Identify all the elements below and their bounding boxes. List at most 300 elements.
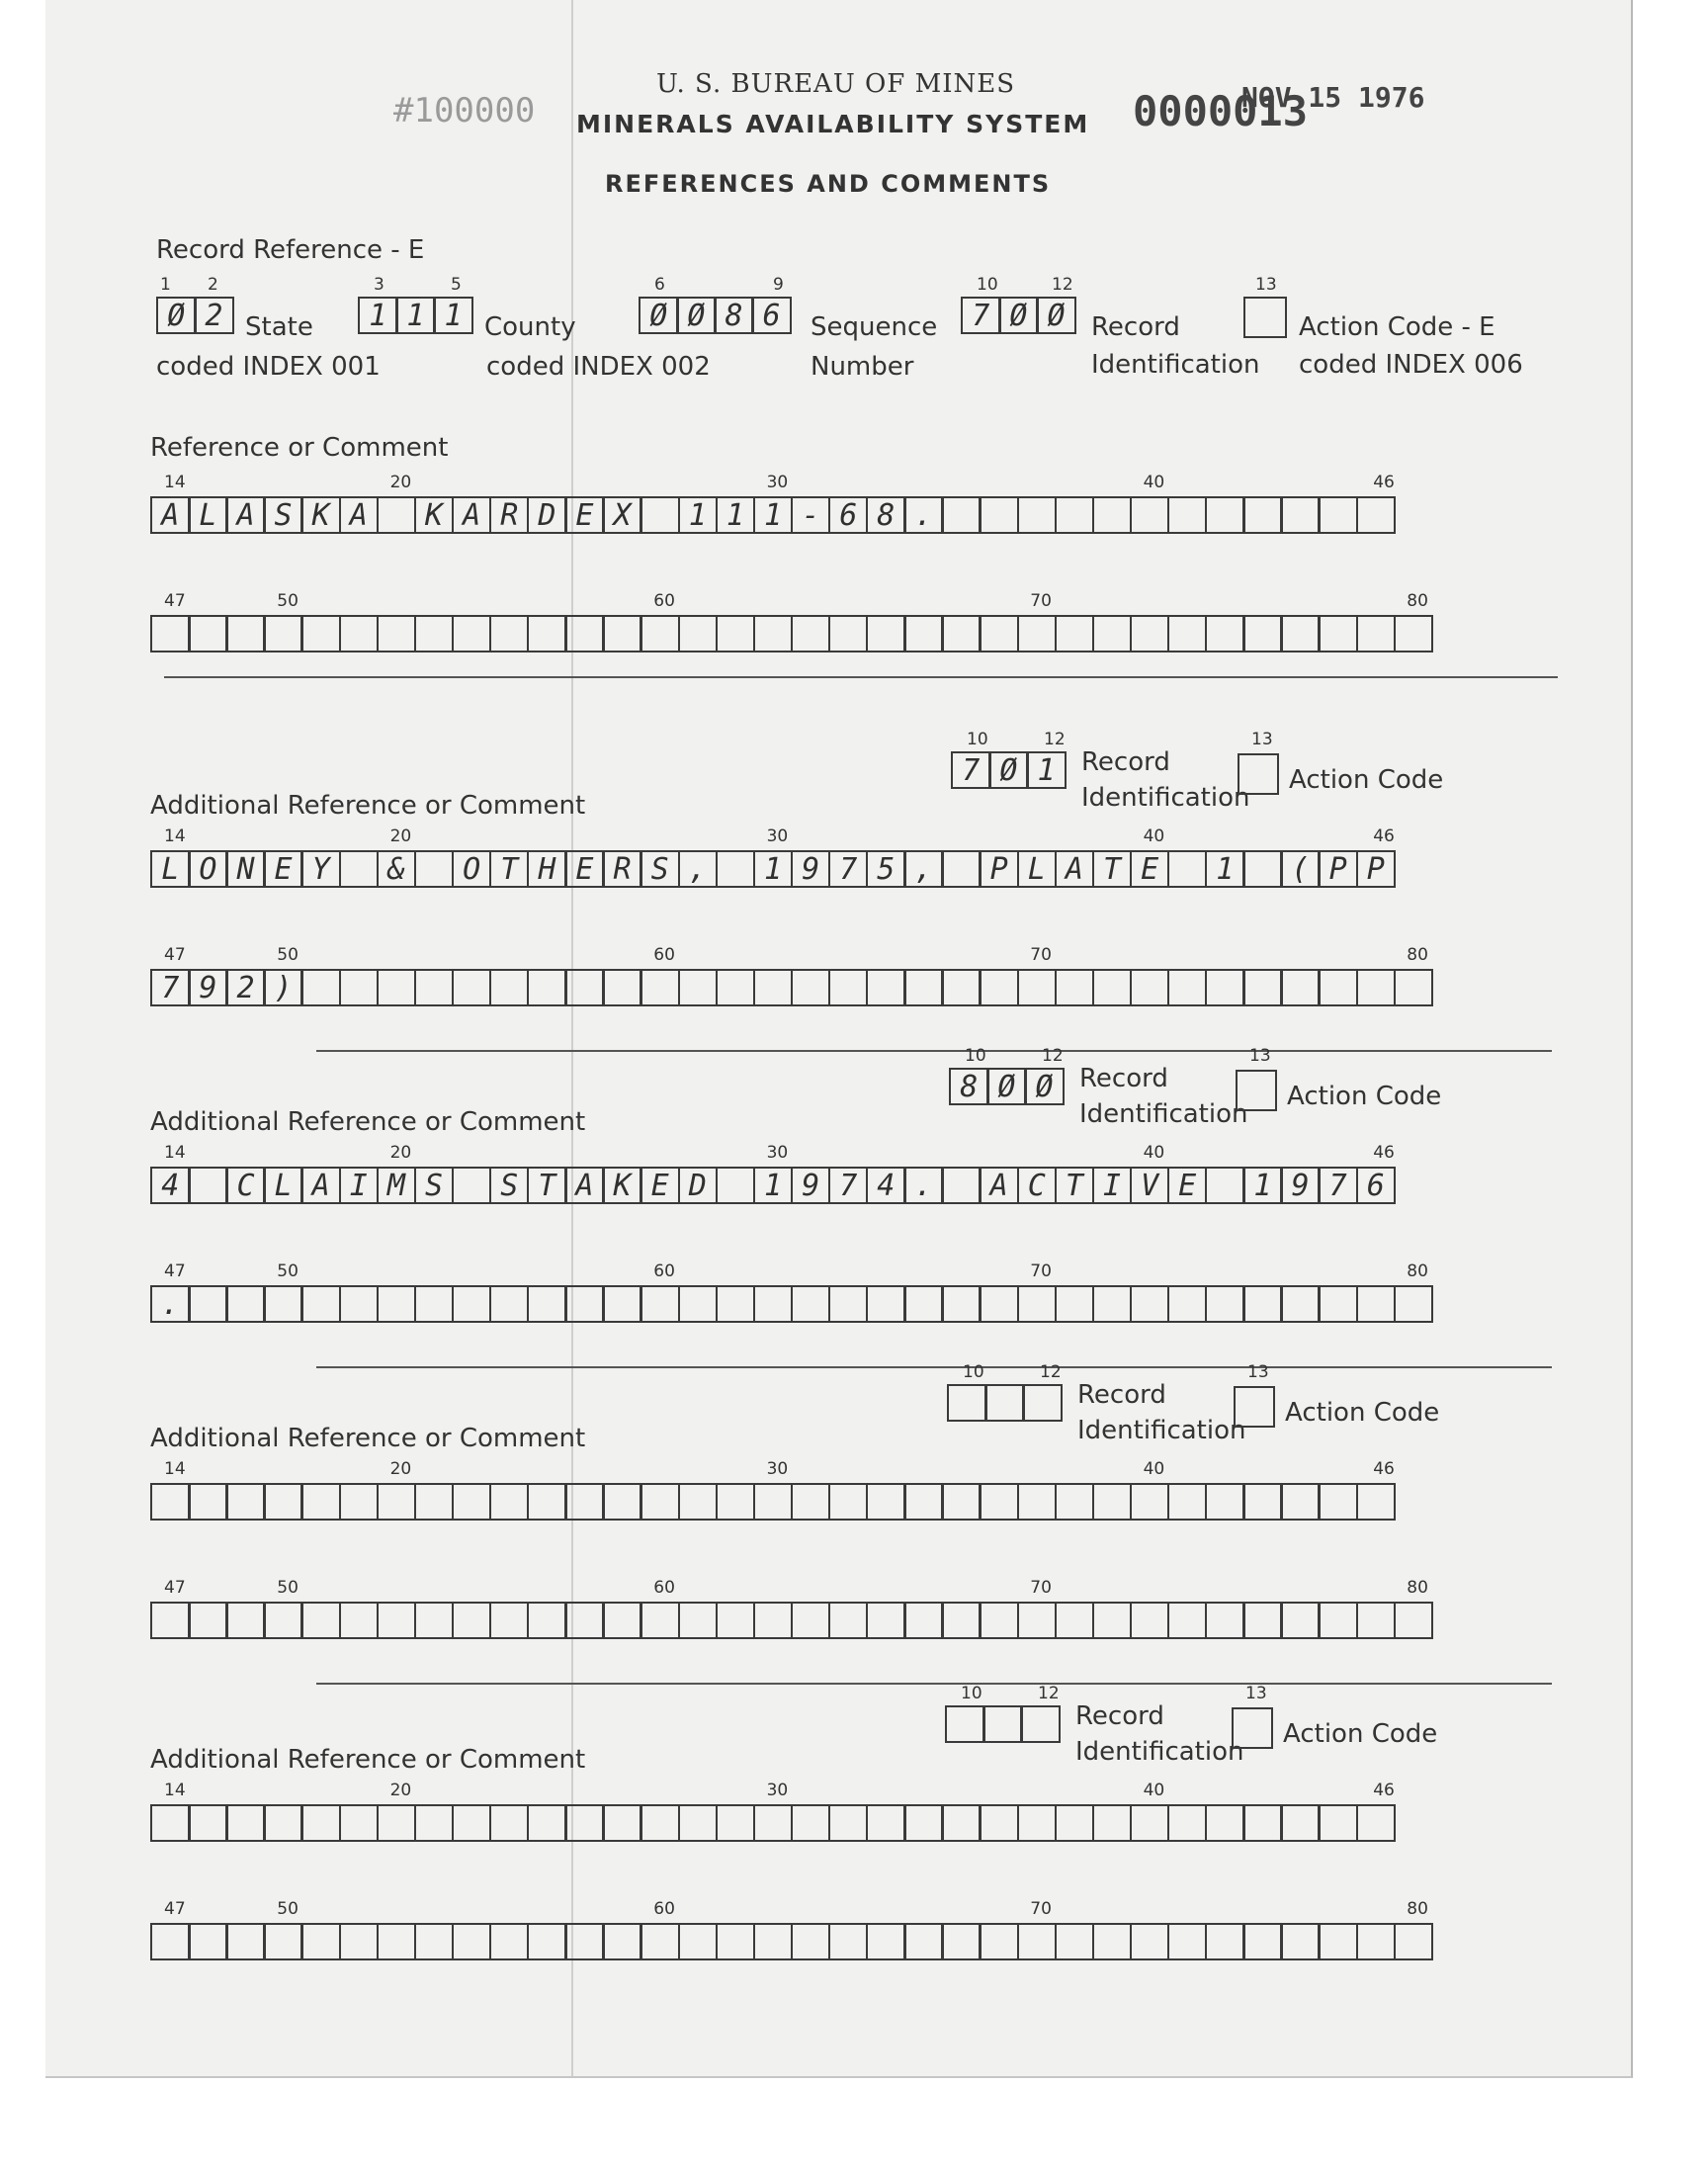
char-box[interactable] [866, 1804, 906, 1842]
char-box[interactable] [225, 1602, 266, 1639]
char-box[interactable] [866, 1923, 906, 1960]
action-code-box[interactable] [1243, 297, 1287, 338]
char-box[interactable] [1394, 969, 1434, 1006]
char-box[interactable] [866, 1602, 906, 1639]
char-box[interactable]: A [225, 496, 266, 534]
char-box[interactable]: A [1055, 850, 1095, 888]
char-box[interactable] [1130, 1602, 1170, 1639]
char-box[interactable] [1022, 1384, 1063, 1422]
action-code-box[interactable] [1236, 1070, 1277, 1111]
char-box[interactable]: Ø [676, 297, 717, 334]
char-box[interactable] [791, 615, 831, 652]
char-box[interactable] [1055, 615, 1095, 652]
char-box[interactable]: Ø [998, 297, 1039, 334]
char-box[interactable] [452, 615, 492, 652]
char-box[interactable] [903, 1923, 944, 1960]
char-box[interactable] [527, 1804, 567, 1842]
char-box[interactable] [1055, 1285, 1095, 1323]
char-box[interactable] [452, 1602, 492, 1639]
char-box[interactable]: R [489, 496, 530, 534]
char-box[interactable]: Ø [156, 297, 197, 334]
char-box[interactable]: L [263, 1167, 303, 1204]
char-box[interactable]: Ø [1036, 297, 1076, 334]
char-box[interactable] [150, 1804, 191, 1842]
char-box[interactable] [1017, 1804, 1058, 1842]
char-box[interactable] [1280, 1804, 1321, 1842]
char-box[interactable] [452, 969, 492, 1006]
char-box[interactable] [1318, 1804, 1358, 1842]
char-box[interactable] [339, 1923, 380, 1960]
char-box[interactable] [489, 615, 530, 652]
char-box[interactable] [263, 1285, 303, 1323]
char-box[interactable] [640, 1483, 680, 1521]
char-box[interactable] [602, 1285, 642, 1323]
char-box[interactable] [1356, 969, 1397, 1006]
char-box[interactable] [1092, 1602, 1133, 1639]
record-id-boxes[interactable] [949, 1068, 1062, 1105]
char-box[interactable] [452, 1483, 492, 1521]
state-boxes[interactable] [156, 297, 231, 334]
char-box[interactable]: . [903, 496, 944, 534]
char-box[interactable] [1205, 1285, 1245, 1323]
char-box[interactable] [1280, 969, 1321, 1006]
char-box[interactable] [1318, 1483, 1358, 1521]
comment-line-1[interactable] [150, 1804, 1394, 1842]
char-box[interactable] [1356, 615, 1397, 652]
comment-line-1[interactable] [150, 496, 1394, 534]
char-box[interactable]: C [1017, 1167, 1058, 1204]
char-box[interactable] [188, 1285, 228, 1323]
char-box[interactable] [640, 1602, 680, 1639]
char-box[interactable] [1356, 1923, 1397, 1960]
char-box[interactable] [1356, 1483, 1397, 1521]
char-box[interactable] [941, 496, 982, 534]
char-box[interactable] [339, 1804, 380, 1842]
char-box[interactable] [1318, 496, 1358, 534]
char-box[interactable] [377, 496, 417, 534]
char-box[interactable] [1242, 1285, 1283, 1323]
char-box[interactable]: K [602, 1167, 642, 1204]
char-box[interactable]: S [414, 1167, 455, 1204]
char-box[interactable] [263, 1483, 303, 1521]
char-box[interactable]: , [678, 850, 719, 888]
char-box[interactable] [414, 1483, 455, 1521]
char-box[interactable] [602, 615, 642, 652]
char-box[interactable]: T [1092, 850, 1133, 888]
char-box[interactable] [339, 850, 380, 888]
char-box[interactable] [1020, 1705, 1061, 1743]
char-box[interactable]: P [1318, 850, 1358, 888]
char-box[interactable] [640, 1804, 680, 1842]
char-box[interactable] [866, 615, 906, 652]
action-code-box[interactable] [1234, 1386, 1275, 1428]
char-box[interactable] [979, 1923, 1019, 1960]
char-box[interactable] [866, 969, 906, 1006]
char-box[interactable]: S [640, 850, 680, 888]
char-box[interactable]: K [300, 496, 341, 534]
char-box[interactable]: O [452, 850, 492, 888]
comment-line-2[interactable] [150, 1285, 1431, 1323]
char-box[interactable] [263, 1602, 303, 1639]
char-box[interactable] [716, 850, 756, 888]
char-box[interactable]: & [377, 850, 417, 888]
char-box[interactable] [1356, 1804, 1397, 1842]
char-box[interactable] [941, 1923, 982, 1960]
char-box[interactable] [716, 615, 756, 652]
char-box[interactable] [300, 1923, 341, 1960]
char-box[interactable] [791, 1285, 831, 1323]
char-box[interactable] [1318, 615, 1358, 652]
char-box[interactable] [753, 969, 794, 1006]
char-box[interactable] [300, 1285, 341, 1323]
char-box[interactable] [377, 1285, 417, 1323]
char-box[interactable] [602, 1602, 642, 1639]
char-box[interactable] [1356, 496, 1397, 534]
char-box[interactable] [716, 1285, 756, 1323]
char-box[interactable]: 7 [951, 751, 991, 789]
comment-line-1[interactable] [150, 850, 1394, 888]
char-box[interactable] [1055, 1483, 1095, 1521]
char-box[interactable] [1205, 969, 1245, 1006]
char-box[interactable] [716, 969, 756, 1006]
char-box[interactable]: A [339, 496, 380, 534]
char-box[interactable]: 7 [961, 297, 1001, 334]
char-box[interactable] [188, 1167, 228, 1204]
char-box[interactable] [452, 1285, 492, 1323]
char-box[interactable] [414, 615, 455, 652]
char-box[interactable] [678, 615, 719, 652]
char-box[interactable] [1205, 1483, 1245, 1521]
char-box[interactable]: 2 [225, 969, 266, 1006]
char-box[interactable] [489, 1923, 530, 1960]
char-box[interactable]: 1 [395, 297, 436, 334]
char-box[interactable] [489, 969, 530, 1006]
char-box[interactable] [1167, 1483, 1208, 1521]
char-box[interactable] [791, 1923, 831, 1960]
char-box[interactable] [1092, 496, 1133, 534]
char-box[interactable]: A [979, 1167, 1019, 1204]
char-box[interactable]: E [1167, 1167, 1208, 1204]
char-box[interactable] [640, 496, 680, 534]
char-box[interactable] [1242, 615, 1283, 652]
char-box[interactable] [527, 1285, 567, 1323]
char-box[interactable]: I [339, 1167, 380, 1204]
char-box[interactable]: Ø [988, 751, 1029, 789]
char-box[interactable]: 4 [150, 1167, 191, 1204]
char-box[interactable] [1205, 1804, 1245, 1842]
char-box[interactable] [716, 1167, 756, 1204]
char-box[interactable]: C [225, 1167, 266, 1204]
action-code-box[interactable] [1232, 1707, 1273, 1749]
char-box[interactable]: 9 [1280, 1167, 1321, 1204]
char-box[interactable] [527, 1923, 567, 1960]
char-box[interactable] [979, 1285, 1019, 1323]
char-box[interactable]: Ø [639, 297, 679, 334]
char-box[interactable] [564, 1285, 605, 1323]
char-box[interactable] [489, 1483, 530, 1521]
char-box[interactable]: 1 [753, 850, 794, 888]
char-box[interactable] [602, 1483, 642, 1521]
char-box[interactable] [414, 850, 455, 888]
char-box[interactable] [791, 1804, 831, 1842]
char-box[interactable] [225, 1483, 266, 1521]
char-box[interactable] [1167, 1804, 1208, 1842]
char-box[interactable] [1205, 1167, 1245, 1204]
char-box[interactable]: 4 [866, 1167, 906, 1204]
char-box[interactable] [452, 1167, 492, 1204]
char-box[interactable] [188, 1602, 228, 1639]
char-box[interactable] [1242, 969, 1283, 1006]
char-box[interactable] [678, 1804, 719, 1842]
char-box[interactable] [1205, 1923, 1245, 1960]
char-box[interactable]: T [489, 850, 530, 888]
char-box[interactable]: N [225, 850, 266, 888]
char-box[interactable] [150, 615, 191, 652]
char-box[interactable] [452, 1804, 492, 1842]
char-box[interactable]: 1 [753, 1167, 794, 1204]
char-box[interactable] [678, 1923, 719, 1960]
char-box[interactable] [941, 850, 982, 888]
char-box[interactable] [1130, 615, 1170, 652]
char-box[interactable] [941, 615, 982, 652]
char-box[interactable] [1017, 496, 1058, 534]
char-box[interactable]: 2 [194, 297, 234, 334]
char-box[interactable]: Ø [986, 1068, 1027, 1105]
char-box[interactable] [1092, 615, 1133, 652]
char-box[interactable]: 1 [1026, 751, 1067, 789]
char-box[interactable]: . [903, 1167, 944, 1204]
char-box[interactable] [753, 615, 794, 652]
char-box[interactable]: T [527, 1167, 567, 1204]
char-box[interactable] [753, 1923, 794, 1960]
char-box[interactable] [377, 1483, 417, 1521]
char-box[interactable] [1394, 1602, 1434, 1639]
char-box[interactable] [753, 1285, 794, 1323]
char-box[interactable] [1167, 1285, 1208, 1323]
char-box[interactable] [828, 969, 869, 1006]
char-box[interactable] [564, 1804, 605, 1842]
char-box[interactable]: Ø [1024, 1068, 1065, 1105]
char-box[interactable]: E [564, 496, 605, 534]
char-box[interactable] [1280, 1285, 1321, 1323]
char-box[interactable]: H [527, 850, 567, 888]
char-box[interactable] [150, 1483, 191, 1521]
char-box[interactable]: 1 [433, 297, 473, 334]
char-box[interactable] [489, 1285, 530, 1323]
char-box[interactable] [1242, 1804, 1283, 1842]
char-box[interactable] [1318, 969, 1358, 1006]
char-box[interactable] [1055, 969, 1095, 1006]
char-box[interactable] [716, 1602, 756, 1639]
char-box[interactable] [640, 1285, 680, 1323]
char-box[interactable]: 8 [949, 1068, 989, 1105]
char-box[interactable] [678, 1285, 719, 1323]
char-box[interactable] [300, 1483, 341, 1521]
char-box[interactable] [947, 1384, 987, 1422]
char-box[interactable] [300, 969, 341, 1006]
char-box[interactable] [1167, 615, 1208, 652]
char-box[interactable] [150, 1923, 191, 1960]
char-box[interactable] [225, 1923, 266, 1960]
char-box[interactable]: 1 [678, 496, 719, 534]
char-box[interactable]: 6 [1356, 1167, 1397, 1204]
char-box[interactable] [1092, 1285, 1133, 1323]
char-box[interactable] [377, 1602, 417, 1639]
char-box[interactable] [1167, 1923, 1208, 1960]
char-box[interactable]: P [1356, 850, 1397, 888]
char-box[interactable] [979, 496, 1019, 534]
char-box[interactable] [1167, 969, 1208, 1006]
char-box[interactable] [150, 1602, 191, 1639]
char-box[interactable] [1280, 1602, 1321, 1639]
char-box[interactable] [1242, 1483, 1283, 1521]
char-box[interactable] [414, 969, 455, 1006]
char-box[interactable] [979, 1483, 1019, 1521]
char-box[interactable]: 9 [791, 1167, 831, 1204]
char-box[interactable] [1017, 1483, 1058, 1521]
char-box[interactable]: 8 [866, 496, 906, 534]
char-box[interactable] [1242, 496, 1283, 534]
char-box[interactable]: A [150, 496, 191, 534]
record-id-boxes[interactable] [961, 297, 1073, 334]
char-box[interactable] [414, 1602, 455, 1639]
char-box[interactable] [640, 615, 680, 652]
char-box[interactable] [753, 1602, 794, 1639]
char-box[interactable]: L [150, 850, 191, 888]
char-box[interactable]: S [263, 496, 303, 534]
char-box[interactable] [866, 1285, 906, 1323]
char-box[interactable] [602, 1804, 642, 1842]
char-box[interactable]: A [564, 1167, 605, 1204]
char-box[interactable]: 7 [1318, 1167, 1358, 1204]
char-box[interactable] [377, 615, 417, 652]
char-box[interactable]: R [602, 850, 642, 888]
char-box[interactable] [452, 1923, 492, 1960]
char-box[interactable] [1130, 1483, 1170, 1521]
char-box[interactable] [225, 1804, 266, 1842]
char-box[interactable] [489, 1602, 530, 1639]
char-box[interactable] [1394, 1285, 1434, 1323]
char-box[interactable] [1017, 1285, 1058, 1323]
char-box[interactable] [414, 1285, 455, 1323]
char-box[interactable] [188, 1804, 228, 1842]
char-box[interactable] [1130, 1923, 1170, 1960]
char-box[interactable] [414, 1923, 455, 1960]
char-box[interactable] [188, 615, 228, 652]
char-box[interactable]: ( [1280, 850, 1321, 888]
comment-line-1[interactable] [150, 1483, 1394, 1521]
char-box[interactable] [1318, 1285, 1358, 1323]
char-box[interactable] [564, 1602, 605, 1639]
char-box[interactable] [300, 1602, 341, 1639]
char-box[interactable]: 6 [828, 496, 869, 534]
char-box[interactable] [945, 1705, 985, 1743]
char-box[interactable] [1205, 496, 1245, 534]
record-id-boxes[interactable] [951, 751, 1064, 789]
char-box[interactable]: E [1130, 850, 1170, 888]
char-box[interactable] [941, 1167, 982, 1204]
char-box[interactable] [564, 969, 605, 1006]
char-box[interactable]: E [564, 850, 605, 888]
char-box[interactable] [1055, 496, 1095, 534]
char-box[interactable] [640, 969, 680, 1006]
char-box[interactable] [339, 615, 380, 652]
char-box[interactable] [1280, 496, 1321, 534]
char-box[interactable] [1017, 615, 1058, 652]
char-box[interactable] [1167, 1602, 1208, 1639]
char-box[interactable] [982, 1705, 1023, 1743]
char-box[interactable] [1167, 850, 1208, 888]
char-box[interactable] [979, 615, 1019, 652]
char-box[interactable] [564, 1923, 605, 1960]
char-box[interactable] [1092, 1923, 1133, 1960]
char-box[interactable] [377, 1923, 417, 1960]
char-box[interactable]: A [452, 496, 492, 534]
char-box[interactable] [791, 1483, 831, 1521]
char-box[interactable] [1394, 615, 1434, 652]
char-box[interactable] [941, 1285, 982, 1323]
char-box[interactable] [339, 969, 380, 1006]
char-box[interactable] [602, 1923, 642, 1960]
char-box[interactable] [791, 969, 831, 1006]
char-box[interactable]: ) [263, 969, 303, 1006]
record-id-boxes[interactable] [945, 1705, 1058, 1743]
char-box[interactable] [377, 969, 417, 1006]
char-box[interactable]: L [188, 496, 228, 534]
char-box[interactable] [263, 1923, 303, 1960]
char-box[interactable]: E [640, 1167, 680, 1204]
char-box[interactable] [1130, 496, 1170, 534]
char-box[interactable] [1017, 1923, 1058, 1960]
char-box[interactable] [1280, 1483, 1321, 1521]
comment-line-1[interactable] [150, 1167, 1394, 1204]
char-box[interactable] [414, 1804, 455, 1842]
char-box[interactable] [602, 969, 642, 1006]
char-box[interactable] [678, 1602, 719, 1639]
char-box[interactable] [903, 1804, 944, 1842]
char-box[interactable] [979, 969, 1019, 1006]
char-box[interactable] [1356, 1285, 1397, 1323]
char-box[interactable] [1318, 1923, 1358, 1960]
char-box[interactable] [300, 1804, 341, 1842]
char-box[interactable]: D [527, 496, 567, 534]
char-box[interactable] [263, 615, 303, 652]
char-box[interactable] [941, 1602, 982, 1639]
char-box[interactable] [1242, 1602, 1283, 1639]
char-box[interactable]: 7 [828, 1167, 869, 1204]
char-box[interactable] [1092, 1804, 1133, 1842]
char-box[interactable] [903, 615, 944, 652]
char-box[interactable] [188, 1483, 228, 1521]
char-box[interactable] [1130, 1285, 1170, 1323]
comment-line-2[interactable] [150, 969, 1431, 1006]
char-box[interactable] [828, 1483, 869, 1521]
char-box[interactable] [941, 1483, 982, 1521]
char-box[interactable]: I [1092, 1167, 1133, 1204]
char-box[interactable] [1167, 496, 1208, 534]
char-box[interactable] [979, 1602, 1019, 1639]
char-box[interactable]: 9 [188, 969, 228, 1006]
char-box[interactable] [716, 1483, 756, 1521]
char-box[interactable]: 9 [791, 850, 831, 888]
char-box[interactable] [1280, 615, 1321, 652]
comment-line-2[interactable] [150, 1923, 1431, 1960]
char-box[interactable]: - [791, 496, 831, 534]
char-box[interactable]: T [1055, 1167, 1095, 1204]
char-box[interactable] [828, 1602, 869, 1639]
char-box[interactable]: K [414, 496, 455, 534]
sequence-boxes[interactable] [639, 297, 789, 334]
